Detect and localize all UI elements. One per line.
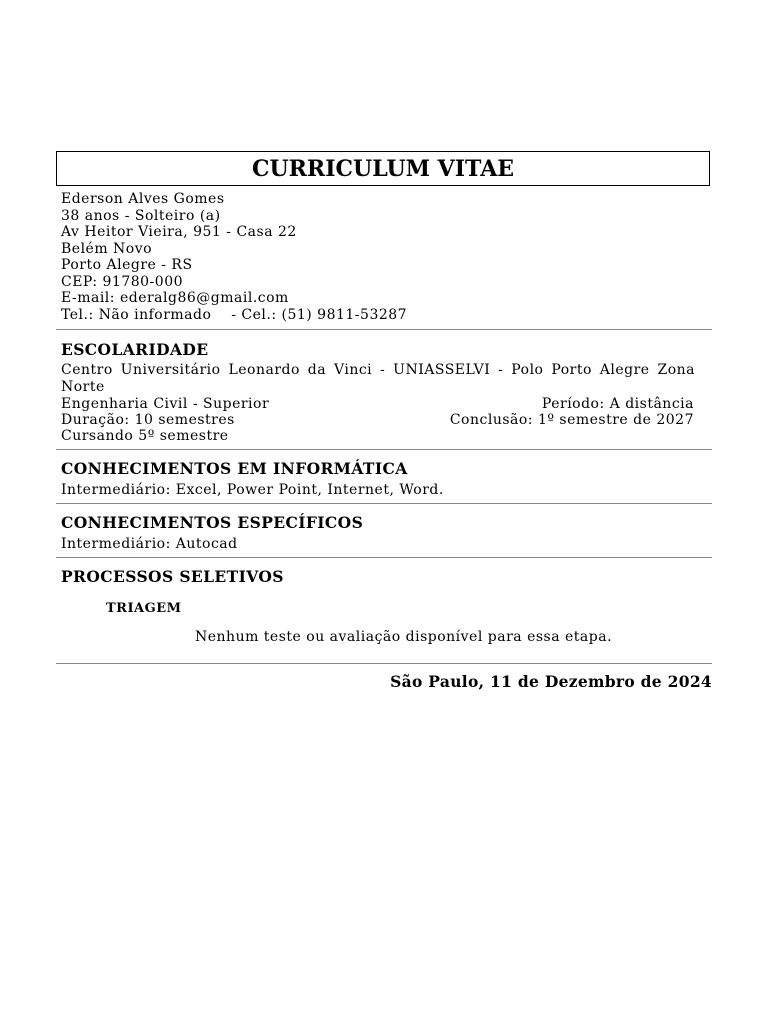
divider (56, 329, 712, 330)
it-skills-text: Intermediário: Excel, Power Point, Internet, Word. (61, 482, 444, 498)
address-street: Av Heitor Vieira, 951 - Casa 22 (61, 224, 297, 240)
education-period: Período: A distância (541, 396, 694, 412)
address-city: Porto Alegre - RS (61, 257, 193, 273)
phone: Tel.: Não informado - Cel.: (51) 9811-53287 (61, 306, 408, 323)
specific-skills-heading: CONHECIMENTOS ESPECÍFICOS (61, 513, 364, 532)
divider (56, 663, 712, 664)
education-heading: ESCOLARIDADE (61, 340, 209, 359)
education-conclusion: Conclusão: 1º semestre de 2027 (449, 412, 694, 428)
document-date: São Paulo, 11 de Dezembro de 2024 (390, 672, 712, 691)
email: E-mail: ederalg86@gmail.com (61, 290, 289, 306)
selection-heading: PROCESSOS SELETIVOS (61, 567, 284, 586)
personal-info (61, 191, 407, 323)
selection-subheading: TRIAGEM (106, 601, 182, 616)
divider (56, 557, 712, 558)
age-status: 38 anos - Solteiro (a) (61, 207, 221, 224)
it-skills-heading: CONHECIMENTOS EM INFORMÁTICA (61, 459, 408, 478)
education-duration: Duração: 10 semestres (61, 412, 235, 428)
education-institution: Centro Universitário Leonardo da Vinci - UNIASSELVI - Polo Porto Alegre Zona Norte (61, 362, 695, 395)
document-title: CURRICULUM VITAE (56, 151, 710, 186)
candidate-name: Ederson Alves Gomes (61, 191, 225, 207)
education-status: Cursando 5º semestre (61, 428, 229, 444)
address-district: Belém Novo (61, 240, 153, 257)
divider (56, 503, 712, 504)
specific-skills-text: Intermediário: Autocad (61, 536, 238, 552)
divider (56, 449, 712, 450)
selection-text: Nenhum teste ou avaliação disponível para essa etapa. (195, 629, 613, 645)
address-cep: CEP: 91780-000 (61, 273, 184, 290)
education-course: Engenharia Civil - Superior (61, 396, 270, 412)
